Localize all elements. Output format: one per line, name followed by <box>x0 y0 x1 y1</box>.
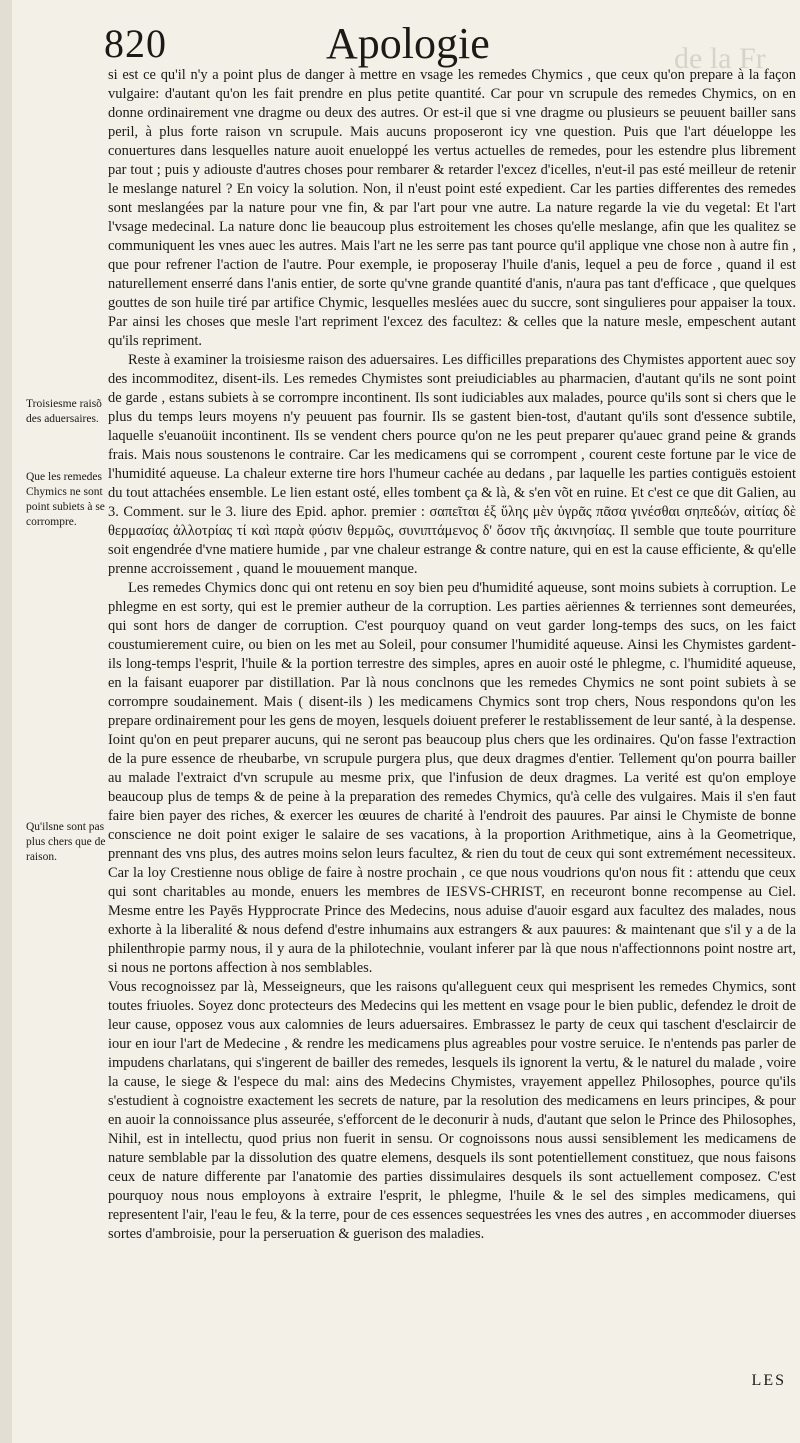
page-number: 820 <box>104 21 167 66</box>
gutter-shadow <box>0 0 12 1443</box>
catchword: LES <box>751 1372 786 1389</box>
paragraph: Reste à examiner la troisiesme raison des aduersaires. Les difficilles preparations des Chymistes apportent auec soy des incommoditez, disent-ils. Les remedes Chymistes sont preiudiciables au pharmacien, d'autant qu'ils ne sont point de garde , estans subiets à se corrompre incontinent. Ils sont iudiciables aux malades, pource qu'ils sont si chers que le plus du temps leurs moyens n'y peuuent pas fournir. Ils se gastent bien-tost, d'autant qu'ils sont d'essence subtile, laquelle s'euanoüit incontinent. Ils se vendent chers pource qu'on ne les peut preparer qu'auec grand peine & grands frais. Mais nous soustenons le contraire. Car les medicamens qui se corrompent , courent ceste fortune par le vice de l'humidité aqueuse. La chaleur externe tire hors l'humeur cachée au dedans , par laquelle les parties contiguës estoient du tout attachées ensemble. Le lien estant osté, elles tombent ça & là, & s'en võt en ruine. Et c'est ce que dit Galien, au 3. Comment. sur le 3. liure des Epid. aphor. premier : σαπεῖται ἐξ ὕλης μὲν ὑγρᾶς πᾶσα γινέσθαι σηπεδών, αἰτίας δὲ θερμασίας ἀλλοτρίας τί καὶ παρὰ φύσιν θερμῶς, συνιπτάμενος δ' ὅσον τῆς ἀκινησίας. Il semble que toute pourriture soit engendrée d'vne matiere humide , par vne chaleur estrange & contre nature, qui en est la cause efficiente, & qu'elle prenne accroissement , quand le mouuement manque. <box>108 352 796 577</box>
paragraph: si est ce qu'il n'y a point plus de danger à mettre en vsage les remedes Chymics , que ceux qu'on prepare à la façon vulgaire: d'autant qu'on les fait prendre en plus petite quantité. Car pour vn scrupule des remedes Chymics, on en donne ordinairement vne dragme ou deux des autres. Or est-il que si vne dragme ou plusieurs se peuuent bailler sans peril, à plus forte raison vn scrupule. Mais aucuns proposeront icy vne question. Puis que l'art déueloppe les conuertures dans lesquelles nature auoit enueloppé les vertus actuelles de remedes, pour les estendre plus librement par tout ; puis y adiouste d'autres choses pour rembarer & retarder l'excez d'icelles, n'eut-il pas esté meilleur de retenir le meslange naturel ? En voicy la solution. Non, il n'eust point esté expedient. Car les parties differentes des remedes sont meslangées par la nature pour vne fin, & par l'art pour vne autre. La nature regarde la vie du vegetal: Et l'art l'vsage medecinal. La nature donc lie beaucoup plus estroitement les choses qu'elle meslange, afin que les qualitez se communiquent les vnes auec les autres. Mais l'art ne les serre pas tant pource qu'il applique vne chose non à autre fin , que pour refrener l'action de l'autre. Pour exemple, ie proposeray l'huile d'anis, lequel a peu de force , quand il est naturellement enserré dans l'anis entier, de sorte qu'vne grande quantité d'anis, n'aura pas tant d'efficace , que quelques gouttes de son huile tiré par artifice Chymic, lesquelles meslées auec du succre, sont singulieres pour appaiser la toux. Par ainsi les choses que mesle l'art repriment l'excez des facultez: & celles que la nature mesle, empeschent autant qu'ils repriment. <box>108 67 796 349</box>
running-title: Apologie <box>326 19 490 68</box>
margin-note: Que les remedes Chymics ne sont point subiets à se corrompre. <box>26 471 105 528</box>
margin-note: Qu'ilsne sont pas plus chers que de raison. <box>26 821 106 863</box>
paragraph: Vous recognoissez par là, Messeigneurs, que les raisons qu'alleguent ceux qui mesprisent les remedes Chymics, sont toutes friuoles. Soyez donc protecteurs des Medecins qui les mettent en vsage pour le bien public, defendez le droit de leur cause, opposez vous aux calomnies de leurs aduersaires. Embrassez le party de ceux qui taschent d'esclaircir de iour en iour l'art de Medecine , & rendre les medicamens plus agreables pour vostre seruice. Ie n'entends pas parler de impudens charlatans, qui s'ingerent de bailler des remedes, lesquels ils ignorent la vertu, & le naturel du malade , voire la cause, le siege & l'espece du mal: ains des Medecins Chymistes, vrayement appellez Philosophes, pource qu'ils s'estudient à cognoistre exactement les secrets de nature, par la resolution des medicamens en leurs principes, & pour en auoir la connoissance plus asseurée, s'efforcent de le deconurir à nuds, d'autant que selon le Prince des Philosophes, Nihil, est in intellectu, quod prius non fuerit in sensu. Or cognoissons nous aussi sensiblement les medicamens de nature semblable par la dissolution des quatre elemens, desquels ils sont potentiellement constituez, que nous faisons ceux de nature differente par l'anatomie des parties dissimulaires desquels ils sont actuellement composez. C'est pourquoy nous nous employons à extraire l'esprit, le phlegme, l'huile & le sel des simples medicamens, qui representent l'air, l'eau le feu, & la terre, pour de ces essences sequestrées les vnes des autres , en accommoder diuerses sortes d'ambroisie, pour la perseruation & guerison des maladies. <box>108 979 796 1242</box>
body-text <box>108 66 796 1371</box>
page-header <box>104 19 794 75</box>
margin-note: Troisiesme raisõ des aduersaires. <box>26 398 102 425</box>
show-through-text: de la Fr <box>674 42 766 75</box>
paragraph: Les remedes Chymics donc qui ont retenu en soy bien peu d'humidité aqueuse, sont moins subiets à corruption. Le phlegme en est sorty, qui est le premier autheur de la corruption. Les parties aëriennes & terriennes sont demeurées, qui sont hors de danger de corruption. C'est pourquoy quand on veut garder long-temps des sucs, on les faict coustumierement cuire, ou bien on les met au Soleil, pour consumer l'humidité aqueuse. Ainsi les Chymistes gardent-ils long-temps l'esprit, l'huile & la portion terrestre des simples, apres en auoir osté le phlegme, c. l'humidité aqueuse, en la faisant euaporer par distillation. Par là nous conclnons que les remedes Chymics ne sont point subiets à se corrompre soudainement. Mais ( disent-ils ) les medicamens Chymics sont trop chers, Nous respondons qu'on les prepare ordinairement pour les gens de moyen, lesquels doiuent preferer le restablissement de leur santé, à la despense. Ioint qu'on en peut preparer aucuns, qui ne seront pas beaucoup plus chers que les ordinaires. Qu'on fasse l'extraction de la pure essence de rheubarbe, vn scrupule purgera plus, que deux dragmes d'entier. Tellement qu'on pourra bailler au malade l'extraict d'vn scrupule au mesme prix, que l'infusion de deux dragmes. La verité est qu'on employe beaucoup plus de temps & de peine à la preparation des remedes Chymics, qu'à celle des vulgaires. Mais il s'en faut faire bien payer des riches, & exercer les œuures de charité à l'endroit des pauures. Par ainsi le Chymiste de bonne conscience ne doit point exiger le salaire de ses vacations, à la proportion Arithmetique, ains à la Geometrique, prennant des vns plus, des autres moins selon leurs facultez, & rien du tout de ceux qui sont extremément necessiteux. Car la loy Crestienne nous oblige de faire à nostre prochain , ce que nous voudrions qu'on nous fit : attendu que ceux qui sont charitables au monde, enuers les membres de IESVS-CHRIST, en receuront bonne recompense au Ciel. Mesme entre les Payēs Hypprocrate Prince des Medecins, nous aduise d'auoir esgard aux facultez des malades, nous exhorte à la liberalité & nous defend d'estre inhumains aux estrangers & aux pauures: & maintenant que s'il y a de la philenthropie parmy nous, il y aura de la philotechnie, voulant inferer par là que nous n'affectionnons point nostre art, si nous ne portons affection à nos semblables. <box>108 580 796 976</box>
